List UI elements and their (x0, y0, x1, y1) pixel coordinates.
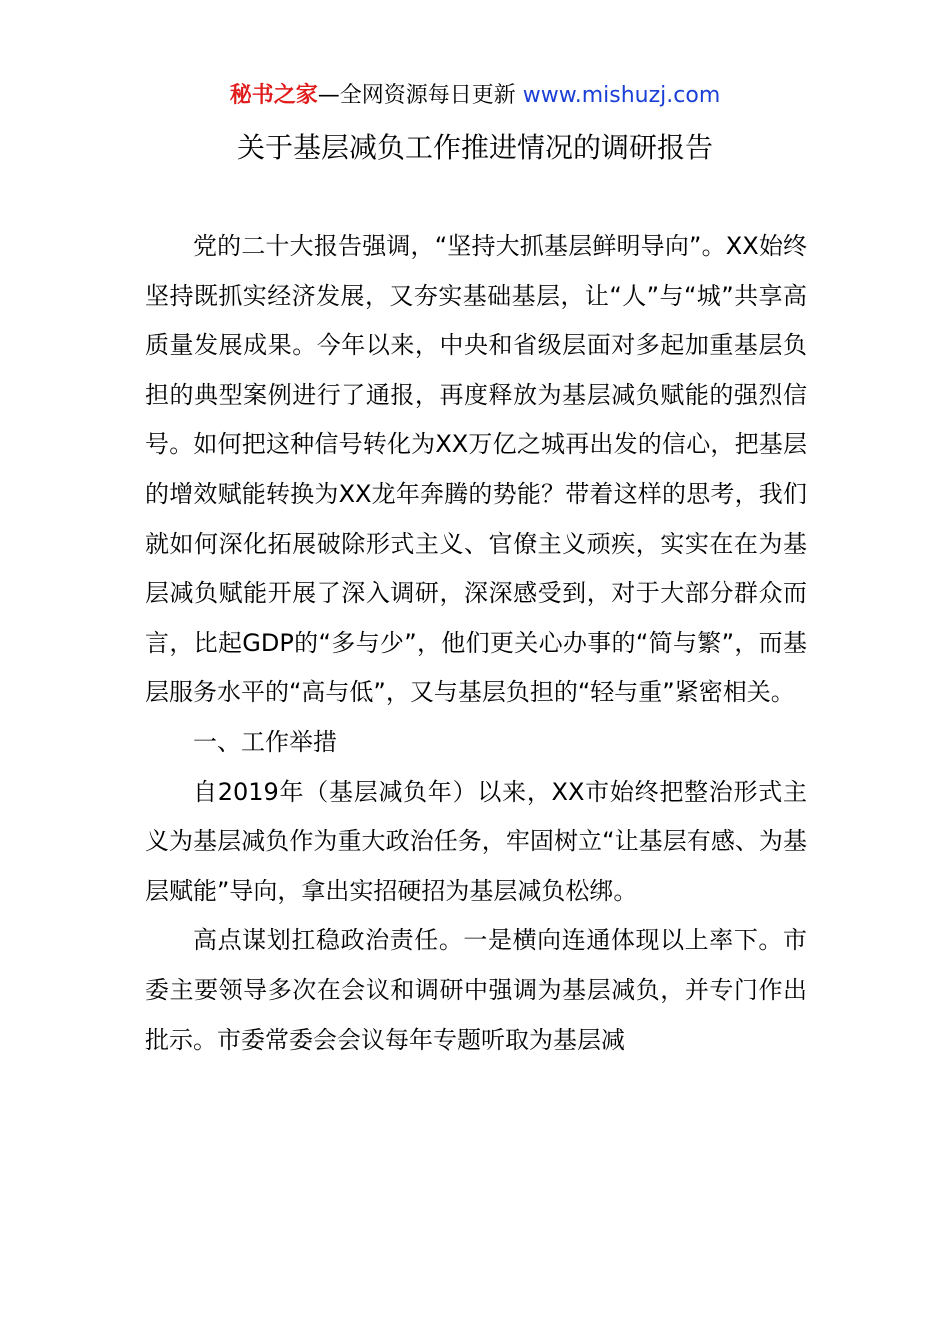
paragraph-intro: 党的二十大报告强调，“坚持大抓基层鲜明导向”。XX始终坚持既抓实经济发展，又夯实基础基层，让“人”与“城”共享高质量发展成果。今年以来，中央和省级层面对多起加重基层负担的典型案例进行了通报，再度释放为基层减负赋能的强烈信号。如何把这种信号转化为XX万亿之城再出发的信心，把基层的增效赋能转换为XX龙年奔腾的势能？带着这样的思考，我们就如何深化拓展破除形式主义、官僚主义顽疾，实实在在为基层减负赋能开展了深入调研，深深感受到，对于大部分群众而言，比起GDP的“多与少”，他们更关心办事的“简与繁”，而基层服务水平的“高与低”，又与基层负担的“轻与重”紧密相关。 (145, 232, 807, 707)
document-body (145, 222, 807, 1065)
site-tagline: —全网资源每日更新 (317, 83, 523, 108)
site-url-link[interactable]: www.mishuzj.com (522, 83, 721, 108)
site-header (0, 80, 950, 112)
paragraph-political-responsibility: 高点谋划扛稳政治责任。一是横向连通体现以上率下。市委主要领导多次在会议和调研中强调为基层减负，并专门作出批示。市委常委会会议每年专题听取为基层减 (145, 926, 807, 1054)
paragraph-measures-overview: 自2019年（基层减负年）以来，XX市始终把整治形式主义为基层减负作为重大政治任务，牢固树立“让基层有感、为基层赋能”导向，拿出实招硬招为基层减负松绑。 (145, 777, 807, 905)
document-title: 关于基层减负工作推进情况的调研报告 (236, 131, 713, 164)
site-brand: 秘书之家 (229, 83, 318, 108)
section-heading-work-measures: 一、工作举措 (193, 727, 337, 756)
